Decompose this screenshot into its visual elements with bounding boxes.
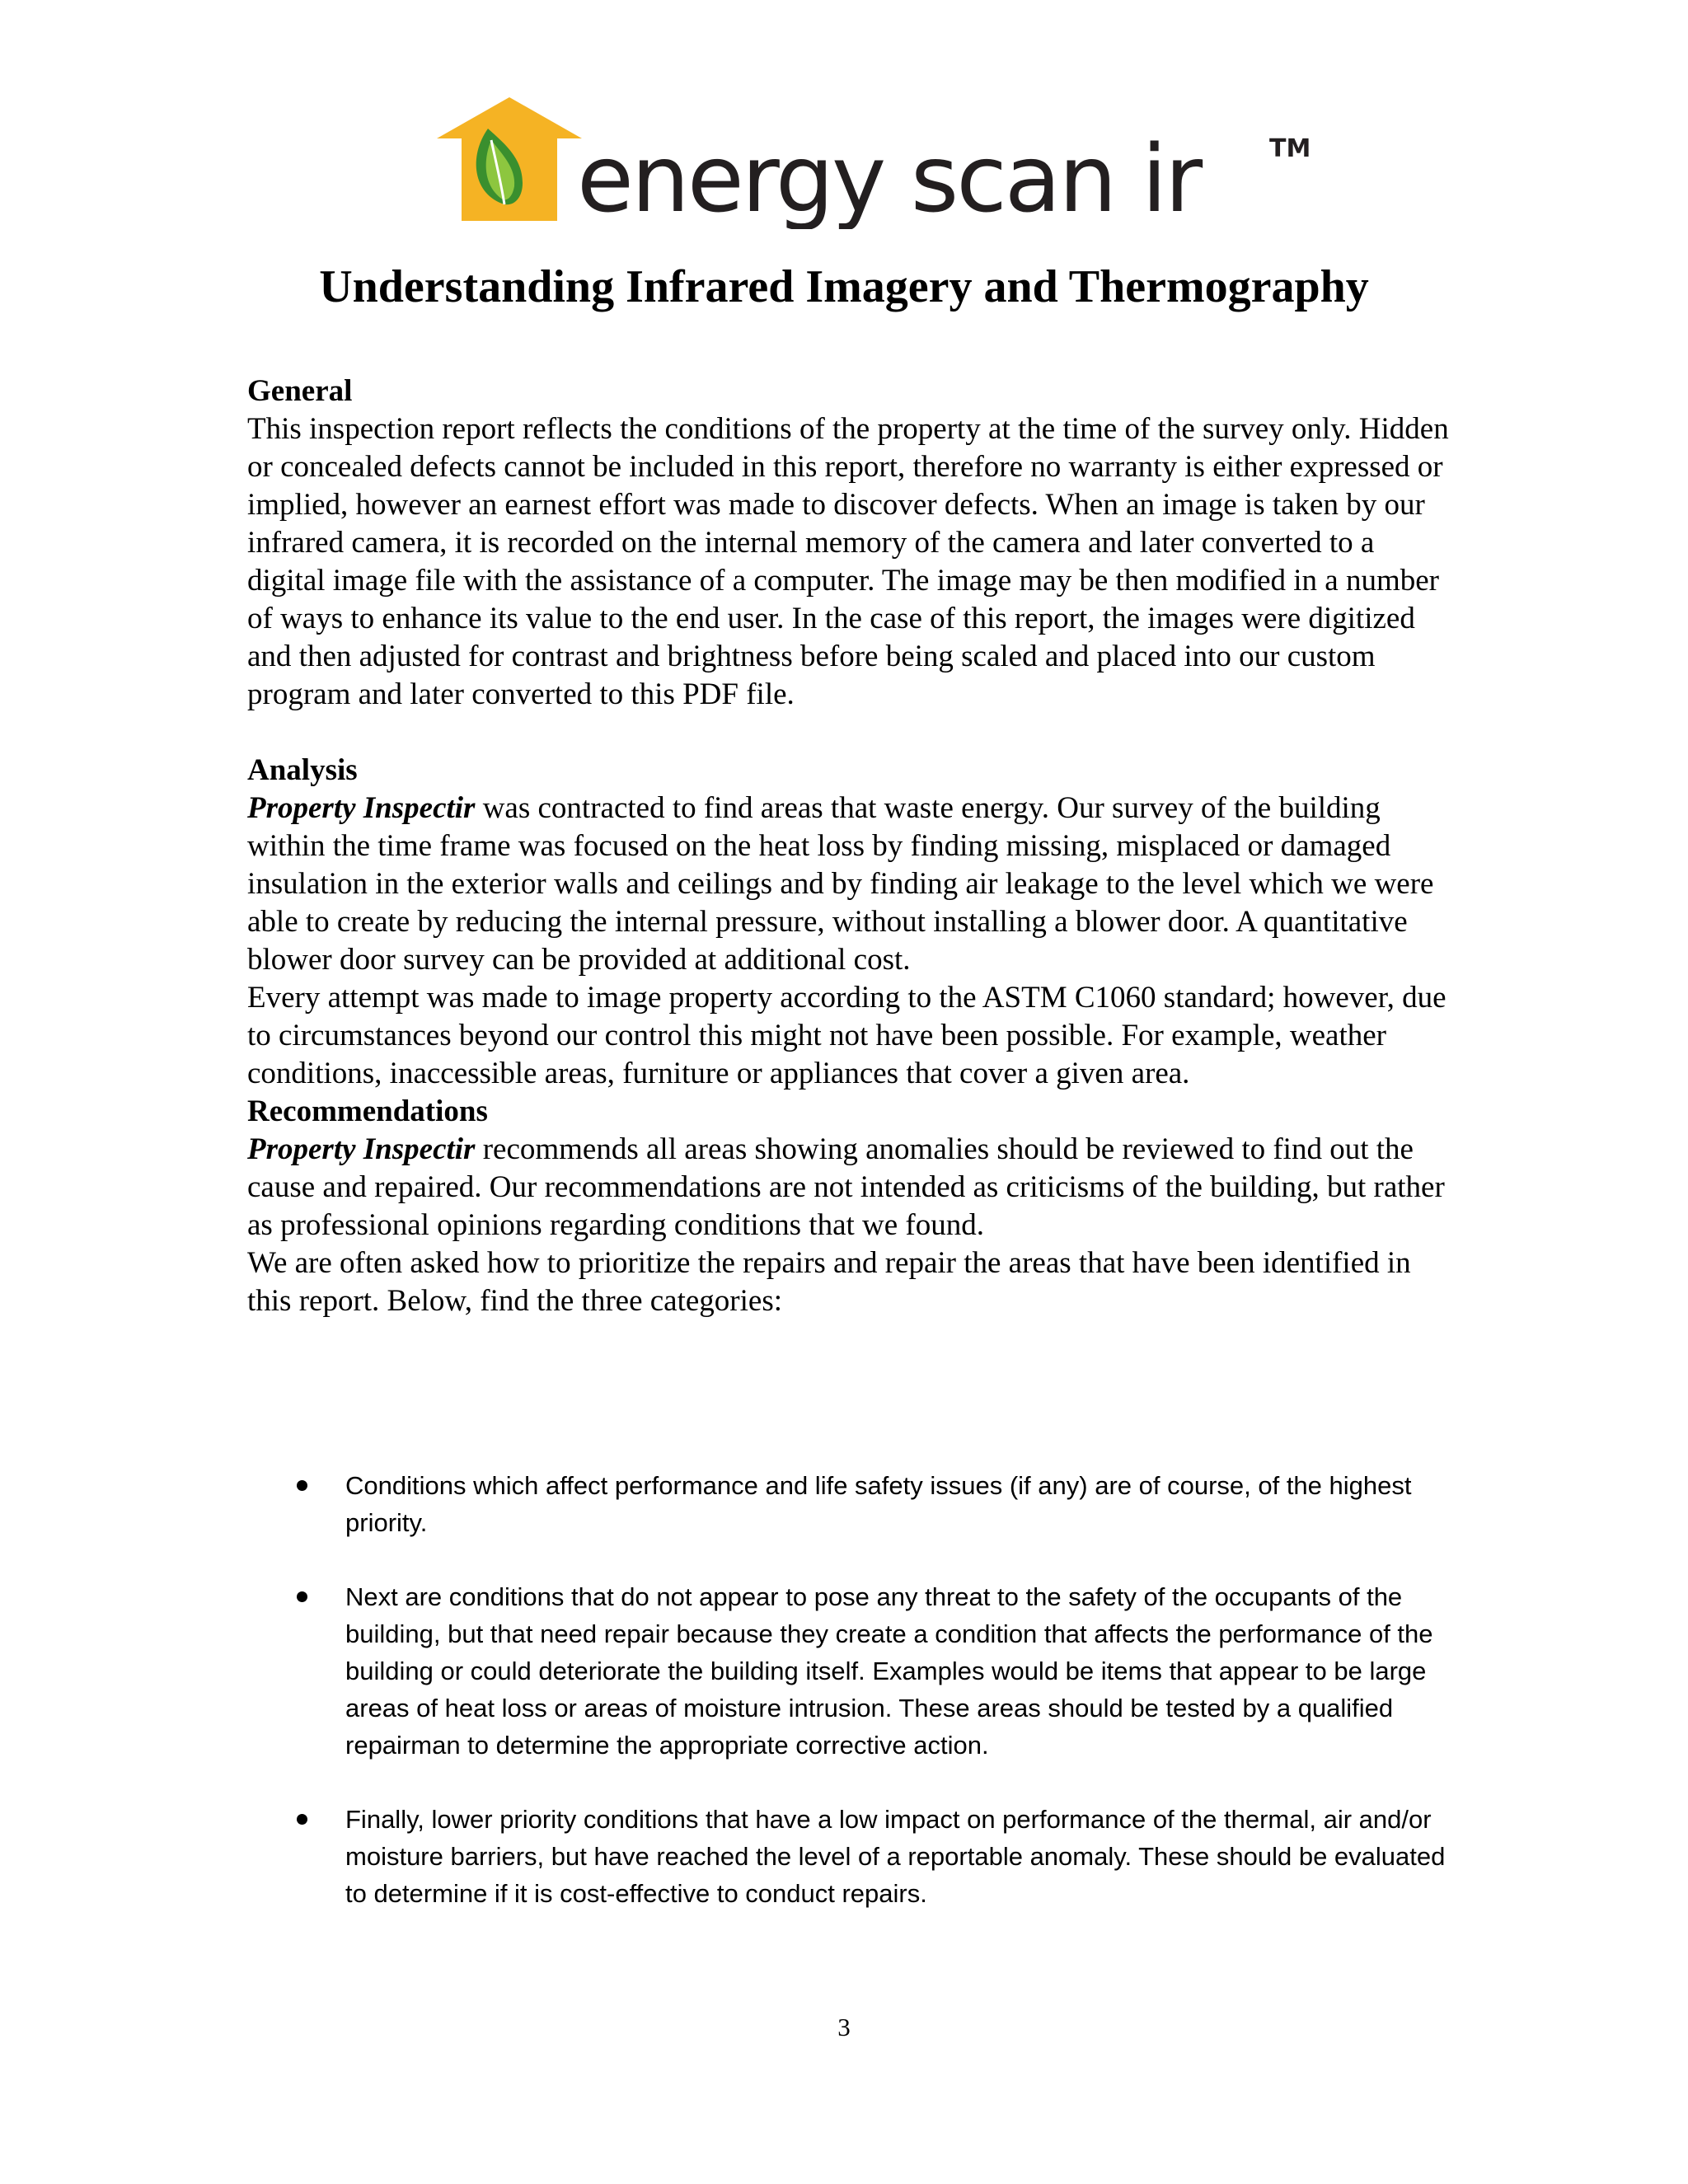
recommendations-paragraph-2: We are often asked how to prioritize the repairs and repair the areas that have been identified in this report. Below, find the three categories: bbox=[247, 1246, 1411, 1318]
recommendations-paragraph-1 bbox=[247, 1131, 1451, 1244]
recommendations-paragraph-1-text: recommends all areas showing anomalies should be reviewed to find out the cause and repaired. Our recommendations are not intended as criticisms of the building, but rather as professional opinions regarding conditions that we found. bbox=[247, 1132, 1445, 1242]
energy-scan-ir-logo-graphic bbox=[437, 97, 1311, 229]
list-item-text: Conditions which affect performance and life safety issues (if any) are of course, of the highest priority. bbox=[345, 1471, 1412, 1537]
bullet-icon bbox=[297, 1591, 307, 1602]
analysis-paragraph-1 bbox=[247, 790, 1451, 979]
analysis-paragraph-1-text: was contracted to find areas that waste energy. Our survey of the building within the time frame was focused on the heat loss by finding missing, misplaced or damaged insulation in the exterior walls and ceilings and by finding air leakage to the level which we were able to create by reducing the internal pressure, without installing a blower door. A quantitative blower door survey can be provided at additional cost. bbox=[247, 791, 1434, 977]
analysis-paragraph-2: Every attempt was made to image property according to the ASTM C1060 standard; however, due to circumstances beyond our control this might not have been possible. For example, weather conditions, inaccessible areas, furniture or appliances that cover a given area. bbox=[247, 981, 1447, 1090]
section-heading-recommendations: Recommendations bbox=[247, 1094, 488, 1128]
page-number: 3 bbox=[837, 2013, 851, 2041]
section-heading-analysis: Analysis bbox=[247, 753, 358, 787]
priority-list bbox=[297, 1467, 1451, 1949]
company-logo bbox=[437, 97, 1311, 229]
list-item bbox=[297, 1467, 1451, 1541]
page-title: Understanding Infrared Imagery and Thermography bbox=[319, 261, 1369, 312]
report-body bbox=[247, 373, 1451, 1320]
list-item-text: Finally, lower priority conditions that have a low impact on performance of the thermal, air and/or moisture barriers, but have reached the level of a reportable anomaly. These should be evaluated to determine if it is cost-effective to conduct repairs. bbox=[345, 1805, 1446, 1908]
firm-name: Property Inspectir bbox=[247, 1132, 476, 1166]
list-item bbox=[297, 1578, 1451, 1764]
firm-name: Property Inspectir bbox=[247, 791, 476, 825]
bullet-icon bbox=[297, 1814, 307, 1825]
list-item-text: Next are conditions that do not appear to pose any threat to the safety of the occupants of the building, but that need repair because they create a condition that affects the performance of the building or could deteriorate the building itself. Examples would be items that appear to be large areas of heat loss or areas of moisture intrusion. These areas should be tested by a qualified repairman to determine the appropriate corrective action. bbox=[345, 1582, 1433, 1760]
general-paragraph: This inspection report reflects the conditions of the property at the time of the survey only. Hidden or concealed defects cannot be included in this report, therefore no warranty is either expressed or implied, however an earnest effort was made to discover defects. When an image is taken by our infrared camera, it is recorded on the internal memory of the camera and later converted to a digital image file with the assistance of a computer. The image may be then modified in a number of ways to enhance its value to the end user. In the case of this report, the images were digitized and then adjusted for contrast and brightness before being scaled and placed into our custom program and later converted to this PDF file. bbox=[247, 412, 1449, 711]
section-spacer bbox=[247, 714, 1451, 752]
bullet-icon bbox=[297, 1480, 307, 1491]
list-item bbox=[297, 1801, 1451, 1912]
logo-trademark: TM bbox=[1269, 134, 1311, 163]
logo-wordmark: energy scan ir bbox=[577, 126, 1201, 229]
section-heading-general: General bbox=[247, 374, 353, 408]
